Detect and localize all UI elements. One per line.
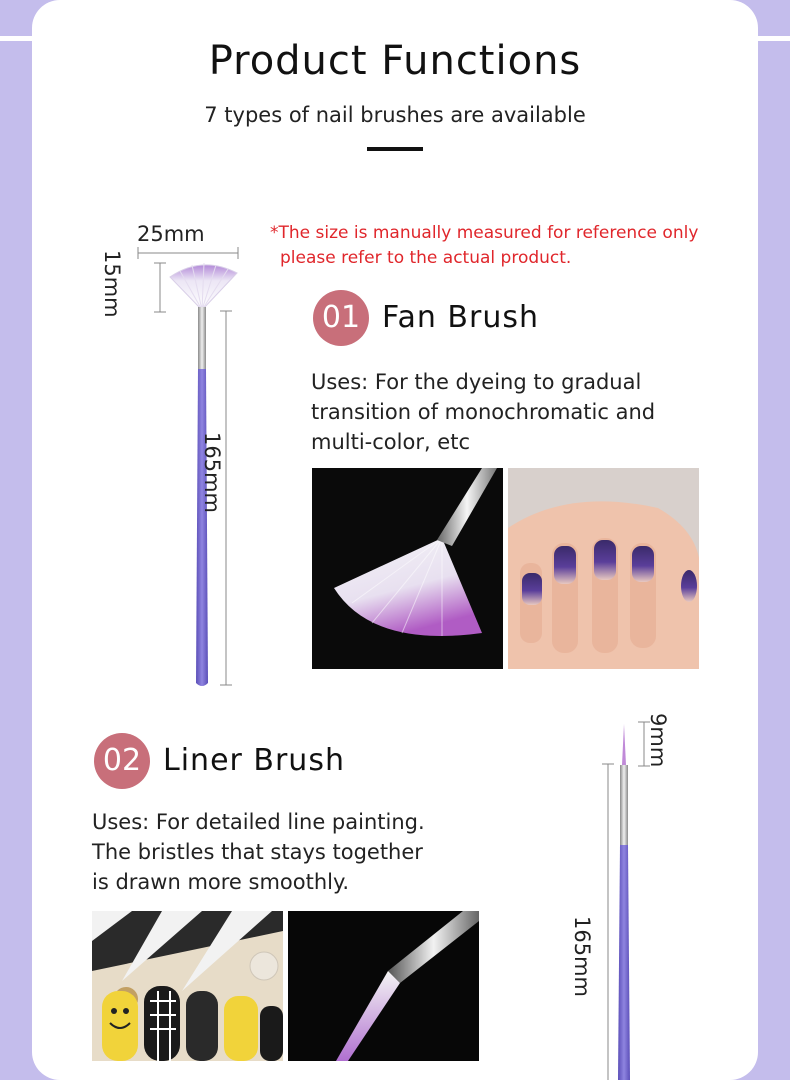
fan-brush-uses	[311, 367, 655, 457]
disclaimer-line-1: *The size is manually measured for reference only	[270, 223, 699, 243]
fan-brush-number-badge: 01	[313, 290, 369, 346]
fan-brush-heading: Fan Brush	[382, 300, 540, 335]
page-title: Product Functions	[208, 38, 582, 84]
nail-art-photo	[92, 911, 283, 1061]
product-card	[32, 0, 758, 1080]
liner-uses-line-1: Uses: For detailed line painting.	[92, 810, 425, 834]
liner-brush-photo	[288, 911, 479, 1061]
disclaimer-line-2: please refer to the actual product.	[280, 248, 572, 268]
liner-brush-heading: Liner Brush	[163, 743, 345, 778]
fan-uses-line-3: multi-color, etc	[311, 430, 471, 454]
gradient-nails-photo	[508, 468, 699, 669]
page-subtitle: 7 types of nail brushes are available	[204, 103, 586, 127]
fan-brush-photo	[312, 468, 503, 669]
fan-uses-line-1: Uses: For the dyeing to gradual	[311, 370, 642, 394]
fan-uses-line-2: transition of monochromatic and	[311, 400, 656, 424]
title-divider	[367, 147, 423, 151]
fan-length-label: 165mm	[200, 432, 224, 513]
nail-art-image	[92, 911, 283, 1061]
liner-uses-line-2: The bristles that stays together	[92, 840, 423, 864]
liner-brush-uses	[92, 807, 425, 897]
liner-head-label: 9mm	[646, 713, 670, 768]
fan-width-label: 25mm	[137, 222, 205, 246]
gradient-nails-image	[508, 468, 699, 669]
fan-brush-photo-image	[312, 468, 503, 669]
size-disclaimer	[270, 221, 740, 271]
liner-brush-photo-image	[288, 911, 479, 1061]
liner-brush-number-badge: 02	[94, 733, 150, 789]
fan-head-label: 15mm	[100, 250, 124, 318]
liner-length-label: 165mm	[570, 916, 594, 997]
liner-uses-line-3: is drawn more smoothly.	[92, 870, 350, 894]
